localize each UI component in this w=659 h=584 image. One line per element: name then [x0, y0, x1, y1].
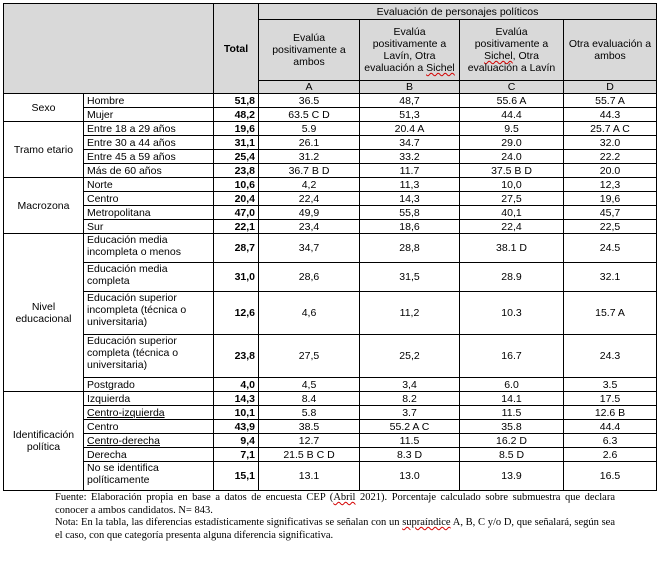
results-table-container	[3, 3, 656, 542]
value-d: 55.7 A	[564, 94, 657, 108]
total-value: 14,3	[214, 392, 259, 406]
row-label-text: Metropolitana	[87, 206, 151, 219]
value-d: 24.5	[564, 234, 657, 263]
value-b: 3,4	[360, 378, 460, 392]
row-label-text: Sur	[87, 220, 104, 233]
value-d: 19,6	[564, 192, 657, 206]
column-title-text: , Otra evaluación a Lavín	[467, 50, 556, 74]
value-a: 12.7	[259, 434, 360, 448]
value-d: 16.5	[564, 462, 657, 491]
row-label	[84, 420, 214, 434]
table-footnotes	[55, 492, 615, 542]
value-a: 27,5	[259, 335, 360, 378]
value-c: 11.5	[460, 406, 564, 420]
row-label-text: Educación superior completa (técnica o universitaria)	[87, 335, 179, 371]
corner-cell	[4, 4, 214, 94]
header-row-1	[4, 4, 657, 20]
value-c: 6.0	[460, 378, 564, 392]
column-title-text: Evalúa positivamente a Lavín, Otra evaluación a	[364, 26, 447, 74]
total-value: 9,4	[214, 434, 259, 448]
total-value: 28,7	[214, 234, 259, 263]
value-b: 13.0	[360, 462, 460, 491]
row-label-text: Mujer	[87, 108, 114, 121]
value-d: 25.7 A C	[564, 122, 657, 136]
value-c: 13.9	[460, 462, 564, 491]
row-label-text: Norte	[87, 178, 113, 191]
row-label-text: No se identifica políticamente	[87, 462, 159, 486]
row-label-text: Centro	[87, 192, 119, 205]
row-label-text: Hombre	[87, 94, 125, 107]
row-label-text: Educación superior incompleta (técnica o universitaria)	[87, 292, 187, 328]
value-a: 36.5	[259, 94, 360, 108]
total-value: 20,4	[214, 192, 259, 206]
group-label-cell	[4, 122, 84, 178]
table-row	[4, 150, 657, 164]
total-value: 43,9	[214, 420, 259, 434]
column-letter-b: B	[360, 81, 460, 94]
value-a: 13.1	[259, 462, 360, 491]
value-d: 32.1	[564, 263, 657, 292]
column-letter-c: C	[460, 81, 564, 94]
table-row	[4, 263, 657, 292]
table-row	[4, 192, 657, 206]
value-a: 38.5	[259, 420, 360, 434]
value-a: 5.9	[259, 122, 360, 136]
group-label-cell	[4, 234, 84, 392]
total-value: 51,8	[214, 94, 259, 108]
value-d: 32.0	[564, 136, 657, 150]
row-label	[84, 192, 214, 206]
value-c: 22,4	[460, 220, 564, 234]
value-c: 35.8	[460, 420, 564, 434]
value-b: 11,2	[360, 292, 460, 335]
column-header-d	[564, 20, 657, 81]
table-row	[4, 462, 657, 491]
row-label	[84, 206, 214, 220]
column-title-mark: Sichel	[426, 62, 455, 74]
value-d: 17.5	[564, 392, 657, 406]
row-label-text: Postgrado	[87, 378, 135, 391]
value-c: 8.5 D	[460, 448, 564, 462]
value-c: 10,0	[460, 178, 564, 192]
row-label-text: Educación media completa	[87, 263, 168, 287]
total-value: 19,6	[214, 122, 259, 136]
value-a: 23,4	[259, 220, 360, 234]
group-label-cell	[4, 392, 84, 491]
table-row	[4, 234, 657, 263]
table-row	[4, 406, 657, 420]
row-label-text: Derecha	[87, 448, 127, 461]
table-row	[4, 434, 657, 448]
value-d: 44.4	[564, 420, 657, 434]
value-a: 63.5 C D	[259, 108, 360, 122]
value-d: 6.3	[564, 434, 657, 448]
column-header-c	[460, 20, 564, 81]
value-c: 40,1	[460, 206, 564, 220]
value-c: 55.6 A	[460, 94, 564, 108]
value-b: 55.2 A C	[360, 420, 460, 434]
column-title-text: Evalúa positivamente a	[474, 26, 549, 50]
value-d: 44.3	[564, 108, 657, 122]
row-label-text: Entre 18 a 29 años	[87, 122, 176, 135]
group-label: Identificación política	[12, 429, 75, 453]
value-d: 22,5	[564, 220, 657, 234]
column-header-a	[259, 20, 360, 81]
row-label-text: Entre 30 a 44 años	[87, 136, 176, 149]
row-label-text: Centro-derecha	[87, 434, 160, 447]
value-a: 49,9	[259, 206, 360, 220]
value-c: 29.0	[460, 136, 564, 150]
value-c: 37.5 B D	[460, 164, 564, 178]
group-label-cell	[4, 178, 84, 234]
table-row	[4, 292, 657, 335]
table-row	[4, 448, 657, 462]
row-label-text: Izquierda	[87, 392, 131, 405]
column-title-text: Otra evaluación a ambos	[568, 38, 652, 62]
value-a: 5.8	[259, 406, 360, 420]
total-value: 15,1	[214, 462, 259, 491]
value-c: 27,5	[460, 192, 564, 206]
value-b: 8.2	[360, 392, 460, 406]
value-d: 3.5	[564, 378, 657, 392]
value-a: 31.2	[259, 150, 360, 164]
value-b: 8.3 D	[360, 448, 460, 462]
value-b: 34.7	[360, 136, 460, 150]
value-b: 25,2	[360, 335, 460, 378]
value-a: 8.4	[259, 392, 360, 406]
value-c: 16.7	[460, 335, 564, 378]
row-label	[84, 335, 214, 378]
value-b: 55,8	[360, 206, 460, 220]
group-label: Sexo	[31, 101, 56, 114]
value-d: 15.7 A	[564, 292, 657, 335]
value-a: 36.7 B D	[259, 164, 360, 178]
table-row	[4, 206, 657, 220]
row-label	[84, 150, 214, 164]
group-label: Macrozona	[17, 199, 70, 212]
row-label-text: Educación media incompleta o menos	[87, 234, 181, 258]
value-b: 48,7	[360, 94, 460, 108]
total-value: 10,1	[214, 406, 259, 420]
value-d: 45,7	[564, 206, 657, 220]
row-label-text: Centro	[87, 420, 119, 433]
table-row	[4, 335, 657, 378]
total-value: 12,6	[214, 292, 259, 335]
value-a: 4,6	[259, 292, 360, 335]
value-a: 26.1	[259, 136, 360, 150]
total-value: 31,0	[214, 263, 259, 292]
value-b: 11,3	[360, 178, 460, 192]
row-label	[84, 94, 214, 108]
column-header-b	[360, 20, 460, 81]
row-label-text: Entre 45 a 59 años	[87, 150, 176, 163]
value-c: 9.5	[460, 122, 564, 136]
value-c: 28.9	[460, 263, 564, 292]
group-label: Tramo etario	[13, 143, 74, 156]
total-value: 4,0	[214, 378, 259, 392]
value-b: 14,3	[360, 192, 460, 206]
value-a: 21.5 B C D	[259, 448, 360, 462]
value-b: 18,6	[360, 220, 460, 234]
row-label	[84, 234, 214, 263]
value-d: 2.6	[564, 448, 657, 462]
row-label	[84, 108, 214, 122]
value-d: 22.2	[564, 150, 657, 164]
value-b: 33.2	[360, 150, 460, 164]
source-note: Fuente: Elaboración propia en base a datos de encuesta CEP (Abril 2021). Porcentaje calculado sobre submuestra que declara conocer a ambos candidatos. N= 843.	[55, 492, 615, 516]
total-value: 47,0	[214, 206, 259, 220]
value-d: 24.3	[564, 335, 657, 378]
value-c: 10.3	[460, 292, 564, 335]
value-b: 31,5	[360, 263, 460, 292]
table-row	[4, 136, 657, 150]
row-label	[84, 378, 214, 392]
value-a: 22,4	[259, 192, 360, 206]
total-value: 23,8	[214, 335, 259, 378]
table-row	[4, 220, 657, 234]
row-label-text: Más de 60 años	[87, 164, 162, 177]
total-value: 7,1	[214, 448, 259, 462]
total-value: 25,4	[214, 150, 259, 164]
row-label	[84, 122, 214, 136]
value-c: 38.1 D	[460, 234, 564, 263]
total-value: 22,1	[214, 220, 259, 234]
total-value: 10,6	[214, 178, 259, 192]
value-d: 20.0	[564, 164, 657, 178]
evaluation-table	[3, 3, 657, 491]
value-a: 4,5	[259, 378, 360, 392]
column-letter-d: D	[564, 81, 657, 94]
value-a: 34,7	[259, 234, 360, 263]
table-row	[4, 122, 657, 136]
value-b: 3.7	[360, 406, 460, 420]
value-b: 11.5	[360, 434, 460, 448]
row-label	[84, 220, 214, 234]
row-label	[84, 292, 214, 335]
value-c: 44.4	[460, 108, 564, 122]
value-c: 14.1	[460, 392, 564, 406]
total-value: 48,2	[214, 108, 259, 122]
row-label	[84, 136, 214, 150]
value-b: 11.7	[360, 164, 460, 178]
value-b: 20.4 A	[360, 122, 460, 136]
total-header: Total	[214, 4, 259, 94]
table-row	[4, 392, 657, 406]
row-label	[84, 164, 214, 178]
column-title-mark: Sichel	[484, 50, 513, 62]
value-d: 12,3	[564, 178, 657, 192]
row-label-text: Centro-izquierda	[87, 406, 165, 419]
group-label: Nivel educacional	[15, 300, 72, 325]
row-label	[84, 448, 214, 462]
total-value: 31,1	[214, 136, 259, 150]
value-d: 12.6 B	[564, 406, 657, 420]
value-c: 16.2 D	[460, 434, 564, 448]
value-b: 51,3	[360, 108, 460, 122]
row-label	[84, 263, 214, 292]
value-b: 28,8	[360, 234, 460, 263]
table-row	[4, 420, 657, 434]
table-row	[4, 378, 657, 392]
column-letter-a: A	[259, 81, 360, 94]
column-title-text: Evalúa positivamente a ambos	[272, 32, 346, 68]
table-row	[4, 178, 657, 192]
table-row	[4, 164, 657, 178]
value-c: 24.0	[460, 150, 564, 164]
row-label	[84, 406, 214, 420]
row-label	[84, 392, 214, 406]
row-label	[84, 434, 214, 448]
table-row	[4, 108, 657, 122]
table-row	[4, 94, 657, 108]
row-label	[84, 178, 214, 192]
group-header: Evaluación de personajes políticos	[259, 4, 657, 20]
significance-note: Nota: En la tabla, las diferencias estadísticamente significativas se señalan con un supraíndice A, B, C y/o D, que señalará, según sea el caso, con que categoría presenta alguna diferencia significativa.	[55, 517, 616, 541]
row-label	[84, 462, 214, 491]
value-a: 4,2	[259, 178, 360, 192]
total-value: 23,8	[214, 164, 259, 178]
value-a: 28,6	[259, 263, 360, 292]
group-label-cell	[4, 94, 84, 122]
